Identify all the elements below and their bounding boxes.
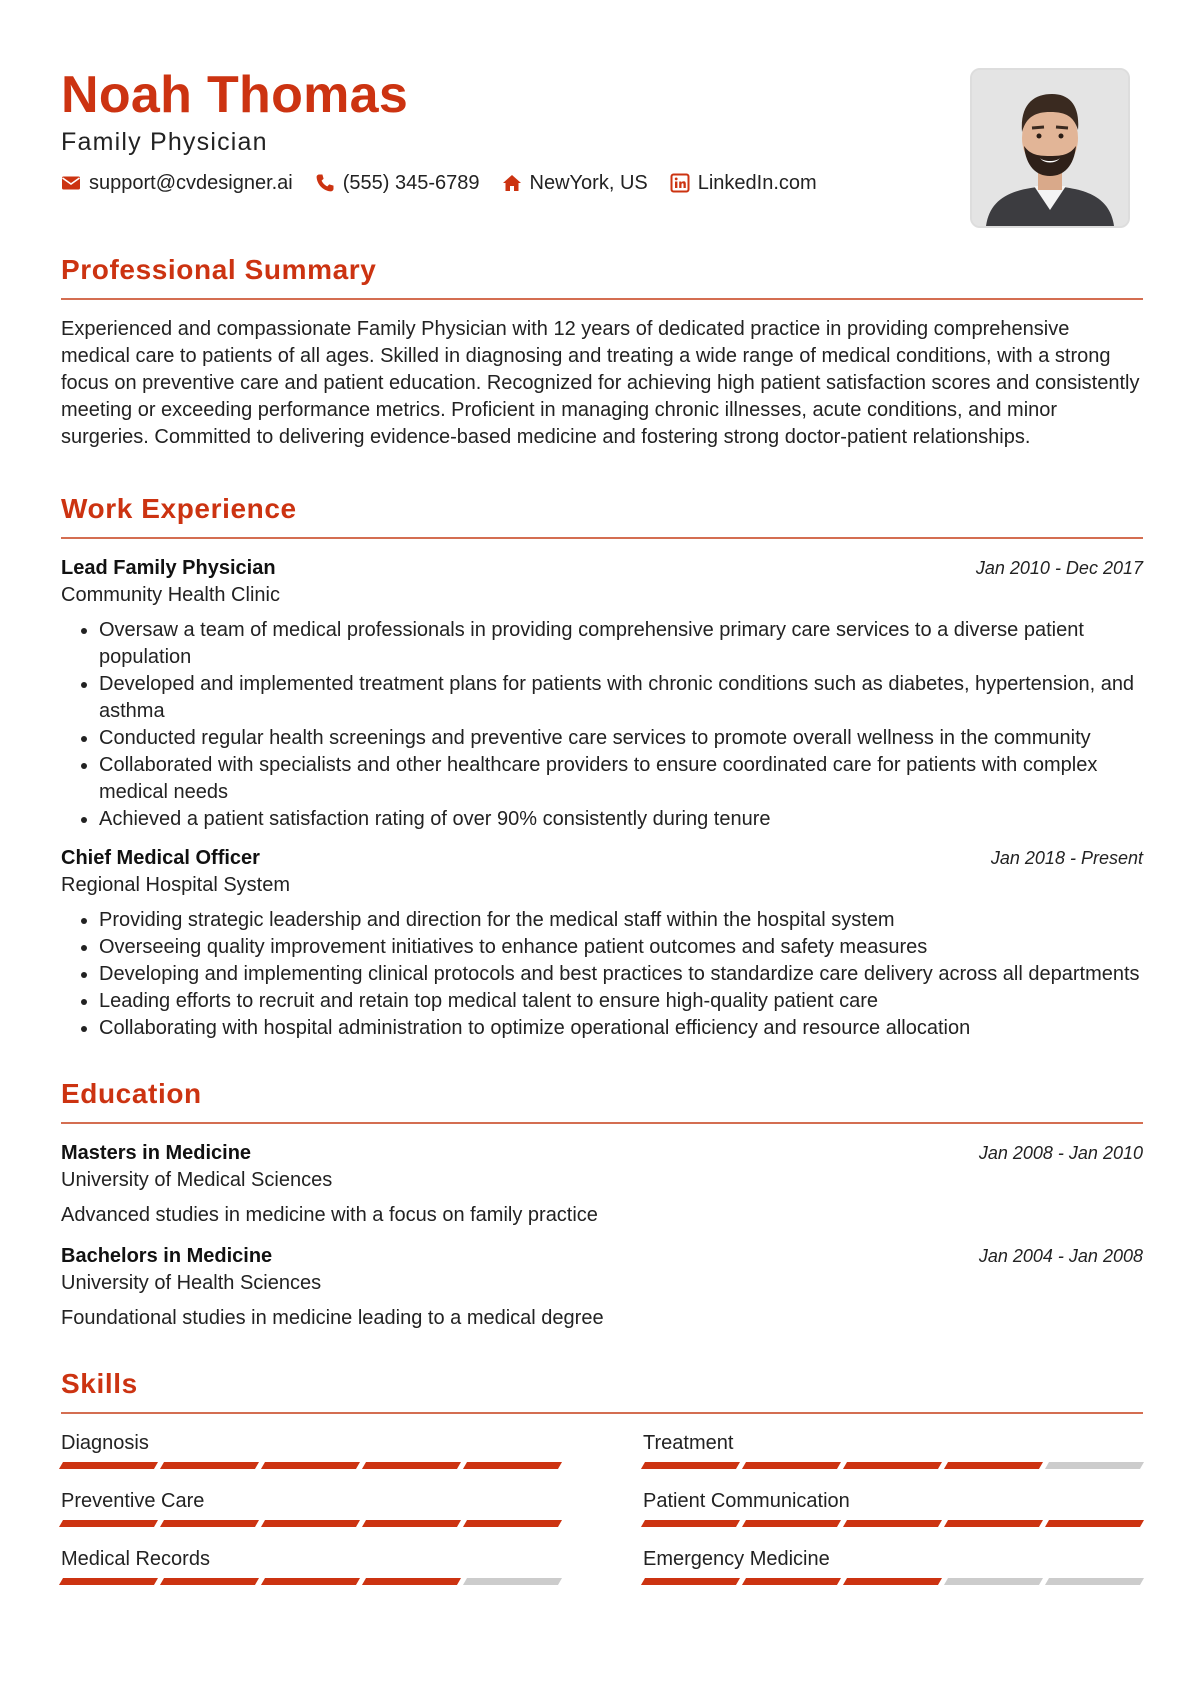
contact-linkedin[interactable] [670,170,817,196]
skill-item [643,1546,1143,1604]
skill-segment-filled [641,1578,740,1585]
home-icon [502,173,522,193]
skill-segment-empty [463,1578,562,1585]
job-entry [61,555,1143,833]
skill-segment-filled [160,1578,259,1585]
contact-email[interactable] [61,170,293,196]
skill-item [61,1488,561,1546]
skill-segment-filled [641,1520,740,1527]
summary-heading: Professional Summary [61,254,377,285]
education-entry [61,1140,1143,1229]
skill-level-bar [61,1462,561,1469]
skill-level-bar [61,1520,561,1527]
job-bullets [61,617,1143,833]
skill-name: Emergency Medicine [643,1548,830,1570]
phone-icon [315,173,335,193]
section-divider [61,1122,1143,1124]
list-item: • Leading efforts to recruit and retain top medical talent to ensure high-quality patient care [99,988,1143,1015]
email-icon [61,173,81,193]
skill-segment-filled [362,1520,461,1527]
job-title: Lead Family Physician [61,557,276,579]
job-date: Jan 2018 - Present [990,848,1143,868]
education-entry [61,1243,1143,1332]
skill-item [61,1430,561,1488]
skill-segment-filled [362,1578,461,1585]
skill-level-bar [643,1578,1143,1585]
degree-title: Masters in Medicine [61,1142,252,1164]
skill-item [643,1430,1143,1488]
candidate-name: Noah Thomas [61,66,409,124]
section-divider [61,298,1143,300]
list-item: • Overseeing quality improvement initiatives to enhance patient outcomes and safety measures [99,934,1143,961]
contact-location-text: NewYork, US [529,172,648,194]
section-divider [61,1412,1143,1414]
skill-name: Diagnosis [61,1432,149,1454]
degree-title: Bachelors in Medicine [61,1245,273,1267]
skill-segment-filled [160,1462,259,1469]
education-date: Jan 2008 - Jan 2010 [978,1143,1143,1163]
summary-section [61,252,1143,451]
contact-phone-text: (555) 345-6789 [342,172,480,194]
skill-level-bar [643,1462,1143,1469]
experience-section [61,491,1143,1042]
linkedin-icon [670,173,690,193]
school-name: University of Health Sciences [61,1272,322,1294]
resume-page [61,0,1143,1604]
skill-level-bar [61,1578,561,1585]
skill-name: Treatment [643,1432,734,1454]
list-item: • Providing strategic leadership and direction for the medical staff within the hospital system [99,907,1143,934]
skill-segment-filled [742,1578,841,1585]
candidate-role: Family Physician [61,128,268,156]
skill-segment-filled [843,1578,942,1585]
skill-segment-filled [843,1520,942,1527]
skill-segment-filled [160,1520,259,1527]
skill-segment-filled [59,1520,158,1527]
skill-segment-filled [261,1462,360,1469]
list-item: • Collaborated with specialists and other healthcare providers to ensure coordinated care for patients with complex medical needs [99,752,1143,806]
contact-phone[interactable] [315,170,480,196]
job-organization: Regional Hospital System [61,874,290,896]
contact-row [61,170,839,196]
skill-segment-empty [1045,1462,1144,1469]
skill-level-bar [643,1520,1143,1527]
skill-segment-filled [261,1520,360,1527]
skills-heading: Skills [61,1368,138,1399]
skill-item [643,1488,1143,1546]
summary-text: Experienced and compassionate Family Physician with 12 years of dedicated practice in providing comprehensive medical care to patients of all ages. Skilled in diagnosing and treating a wide range of medical conditions, with a strong focus on preventive care and patient education. Recognized for achieving high patient satisfaction scores and consistently meeting or exceeding performance metrics. Proficient in managing chronic illnesses, acute conditions, and minor surgeries. Committed to delivering evidence-based medicine and fostering strong doctor-patient relationships. [61,318,1140,448]
skills-grid [61,1430,1143,1604]
skill-segment-filled [59,1462,158,1469]
job-date: Jan 2010 - Dec 2017 [975,558,1143,578]
skill-segment-filled [362,1462,461,1469]
list-item: • Collaborating with hospital administration to optimize operational efficiency and resource allocation [99,1015,1143,1042]
skill-segment-filled [843,1462,942,1469]
section-divider [61,537,1143,539]
contact-linkedin-text: LinkedIn.com [697,172,817,194]
experience-heading: Work Experience [61,493,297,524]
list-item: • Developing and implementing clinical protocols and best practices to standardize care delivery across all departments [99,961,1143,988]
skill-name: Preventive Care [61,1490,205,1512]
list-item: • Developed and implemented treatment plans for patients with chronic conditions such as diabetes, hypertension, and asthma [99,671,1143,725]
job-entry [61,845,1143,1042]
list-item: • Conducted regular health screenings and preventive care services to promote overall wellness in the community [99,725,1143,752]
contact-email-text: support@cvdesigner.ai [89,172,293,194]
education-description: Foundational studies in medicine leading to a medical degree [61,1307,604,1329]
skill-segment-empty [1045,1578,1144,1585]
school-name: University of Medical Sciences [61,1169,333,1191]
skill-segment-filled [1045,1520,1144,1527]
skill-segment-filled [742,1520,841,1527]
skill-segment-empty [944,1578,1043,1585]
portrait-illustration [972,70,1128,226]
skill-segment-filled [261,1578,360,1585]
education-heading: Education [61,1078,202,1109]
skill-segment-filled [59,1578,158,1585]
resume-header [61,0,1143,230]
profile-photo [970,68,1130,228]
skill-segment-filled [944,1462,1043,1469]
skill-item [61,1546,561,1604]
education-description: Advanced studies in medicine with a focus on family practice [61,1204,598,1226]
skill-name: Medical Records [61,1548,210,1570]
skill-name: Patient Communication [643,1490,850,1512]
job-title: Chief Medical Officer [61,847,260,869]
list-item: • Achieved a patient satisfaction rating of over 90% consistently during tenure [99,806,1143,833]
skills-section [61,1366,1143,1604]
job-bullets [61,907,1143,1042]
contact-location [502,170,648,196]
skill-segment-filled [463,1520,562,1527]
education-date: Jan 2004 - Jan 2008 [978,1246,1143,1266]
skill-segment-filled [742,1462,841,1469]
education-section [61,1076,1143,1332]
skill-segment-filled [641,1462,740,1469]
job-organization: Community Health Clinic [61,584,280,606]
list-item: • Oversaw a team of medical professionals in providing comprehensive primary care services to a diverse patient population [99,617,1143,671]
skill-segment-filled [944,1520,1043,1527]
skill-segment-filled [463,1462,562,1469]
